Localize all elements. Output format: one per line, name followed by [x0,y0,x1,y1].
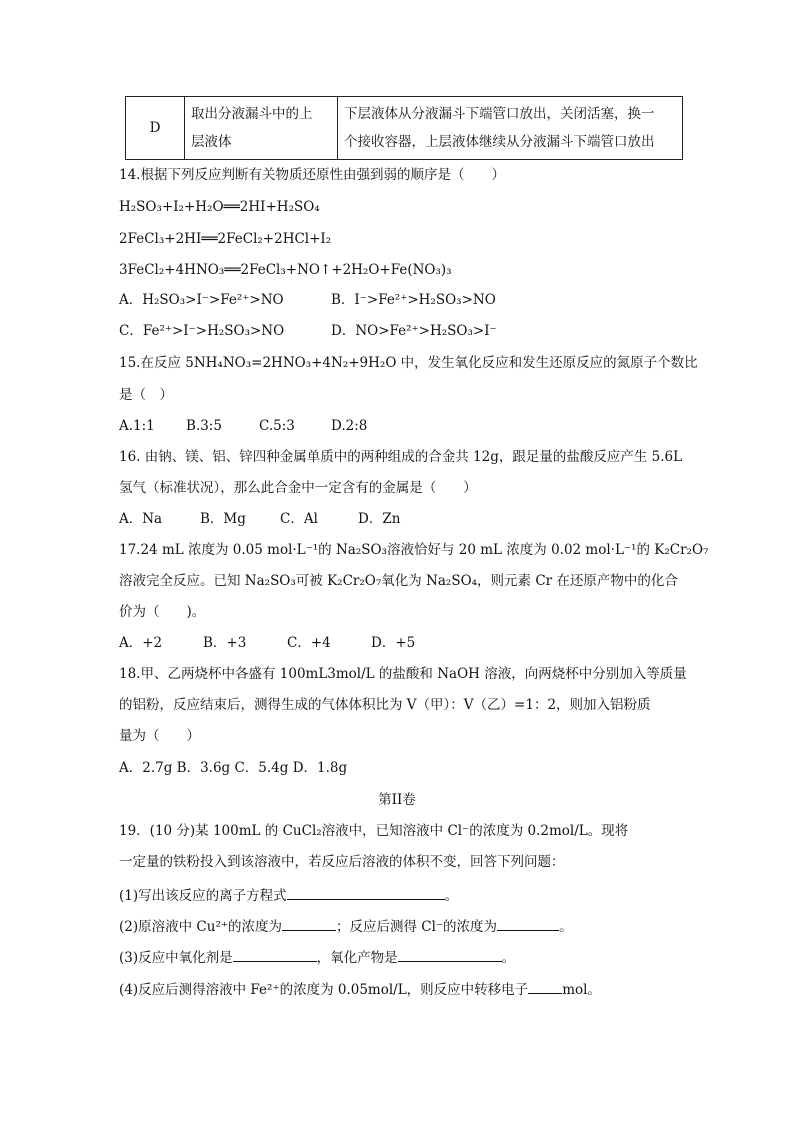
q14-equation-2: 2FeCl₃+2HI══2FeCl₂+2HCl+I₂ [119,231,332,247]
experiment-table [125,96,683,160]
operation-cell [185,97,338,160]
q14-equation-3: 3FeCl₂+4HNO₃══2FeCl₃+NO↑+2H₂O+Fe(NO₃)₃ [119,262,452,278]
q19-part-4 [119,979,601,999]
q17-stem-line-3: 价为（ )。 [119,604,206,620]
procedure-cell [338,97,683,160]
q14-option-d: D．NO>Fe²⁺>H₂SO₃>I⁻ [331,323,497,339]
q16-option-d: D．Zn [358,511,401,527]
q15-stem-line-2: 是（ ） [119,387,173,403]
q14-equation-1: H₂SO₃+I₂+H₂O══2HI+H₂SO₄ [119,199,320,215]
q16-option-a: A．Na [119,511,163,527]
q15-option-c: C.5:3 [259,418,295,434]
q16-option-c: C．Al [280,511,318,527]
q15-option-d: D.2:8 [331,418,368,434]
q16-option-b: B．Mg [200,511,246,527]
q18-stem-line-2: 的铝粉，反应结束后，测得生成的气体体积比为 V（甲）：V（乙）=1：2，则加入铝粉质 [119,697,651,713]
q19-part-2-end: 。 [559,919,573,935]
q14-option-b: B．I⁻>Fe²⁺>H₂SO₃>NO [331,292,496,308]
q19-part-1-end: 。 [444,888,459,904]
q19-part-3 [119,947,515,967]
answer-blank-3[interactable] [497,916,559,931]
q17-option-d: D．+5 [371,635,416,651]
operation-line-1: 取出分液漏斗中的上 [191,106,313,122]
operation-line-2: 层液体 [191,134,232,150]
q17-option-c: C．+4 [287,635,331,651]
answer-blank-4[interactable] [233,947,317,962]
q14-stem: 14.根据下列反应判断有关物质还原性由强到弱的顺序是（ ） [119,167,505,183]
q19-part-1 [119,885,458,905]
answer-blank-6[interactable] [528,979,562,994]
q14-option-a: A．H₂SO₃>I⁻>Fe²⁺>NO [119,292,284,308]
q16-stem-line-2: 氢气（标准状况），那么此合金中一定含有的金属是（ ） [119,480,477,496]
answer-blank-2[interactable] [282,916,336,931]
q19-part-3-end: 。 [501,950,516,966]
q17-option-a: A．+2 [119,635,163,651]
q18-stem-line-3: 量为（ ） [119,728,200,744]
q19-part-1-text: (1)写出该反应的离子方程式 [119,888,287,904]
answer-blank-5[interactable] [398,947,502,962]
q19-part-2 [119,916,573,936]
q17-stem-line-2: 溶液完全反应。已知 Na₂SO₃可被 K₂Cr₂O₇氧化为 Na₂SO₄，则元素 Cr 在还原产物中的化合 [119,573,678,589]
q19-stem-line-2: 一定量的铁粉投入到该溶液中，若反应后溶液的体积不变，回答下列问题： [119,854,565,870]
q19-stem-line-1: 19．(10 分)某 100mL 的 CuCl₂溶液中，已知溶液中 Cl⁻的浓度为 0.2mol/L。现将 [119,823,629,839]
q16-stem-line-1: 16. 由钠、镁、铝、锌四种金属单质中的两种组成的合金共 12g，跟足量的盐酸反应产生 5.6L [119,449,683,465]
table-row [126,97,683,160]
answer-blank-1[interactable] [287,885,445,900]
q15-option-b: B.3:5 [186,418,222,434]
q15-option-a: A.1:1 [119,418,155,434]
q19-part-3-mid: ，氧化产物是 [316,950,398,966]
procedure-line-2: 个接收容器，上层液体继续从分液漏斗下端管口放出 [344,134,655,150]
q17-stem-line-1: 17.24 mL 浓度为 0.05 mol·L⁻¹的 Na₂SO₃溶液恰好与 20 mL 浓度为 0.02 mol·L⁻¹的 K₂Cr₂O₇ [119,542,709,558]
q19-part-3-text: (3)反应中氧化剂是 [119,950,233,966]
q19-part-2-mid: ；反应后测得 Cl⁻的浓度为 [335,919,498,935]
q18-options: A．2.7g B．3.6g C．5.4g D．1.8g [119,760,348,776]
q19-part-4-text: (4)反应后测得溶液中 Fe²⁺的浓度为 0.05mol/L，则反应中转移电子 [119,982,529,998]
q18-stem-line-1: 18.甲、乙两烧杯中各盛有 100mL3mol/L 的盐酸和 NaOH 溶液，向两烧杯中分别加入等质量 [119,666,687,682]
option-cell: D [126,97,185,160]
q14-option-c: C．Fe²⁺>I⁻>H₂SO₃>NO [119,323,285,339]
q19-part-2-text: (2)原溶液中 Cu²⁺的浓度为 [119,919,282,935]
section-title: 第II卷 [378,792,416,808]
procedure-line-1: 下层液体从分液漏斗下端管口放出，关闭活塞，换一 [344,106,655,122]
q17-option-b: B．+3 [203,635,247,651]
q15-stem-line-1: 15.在反应 5NH₄NO₃=2HNO₃+4N₂+9H₂O 中，发生氧化反应和发生还原反应的氮原子个数比 [119,355,698,371]
q19-part-4-end: mol。 [562,982,601,998]
